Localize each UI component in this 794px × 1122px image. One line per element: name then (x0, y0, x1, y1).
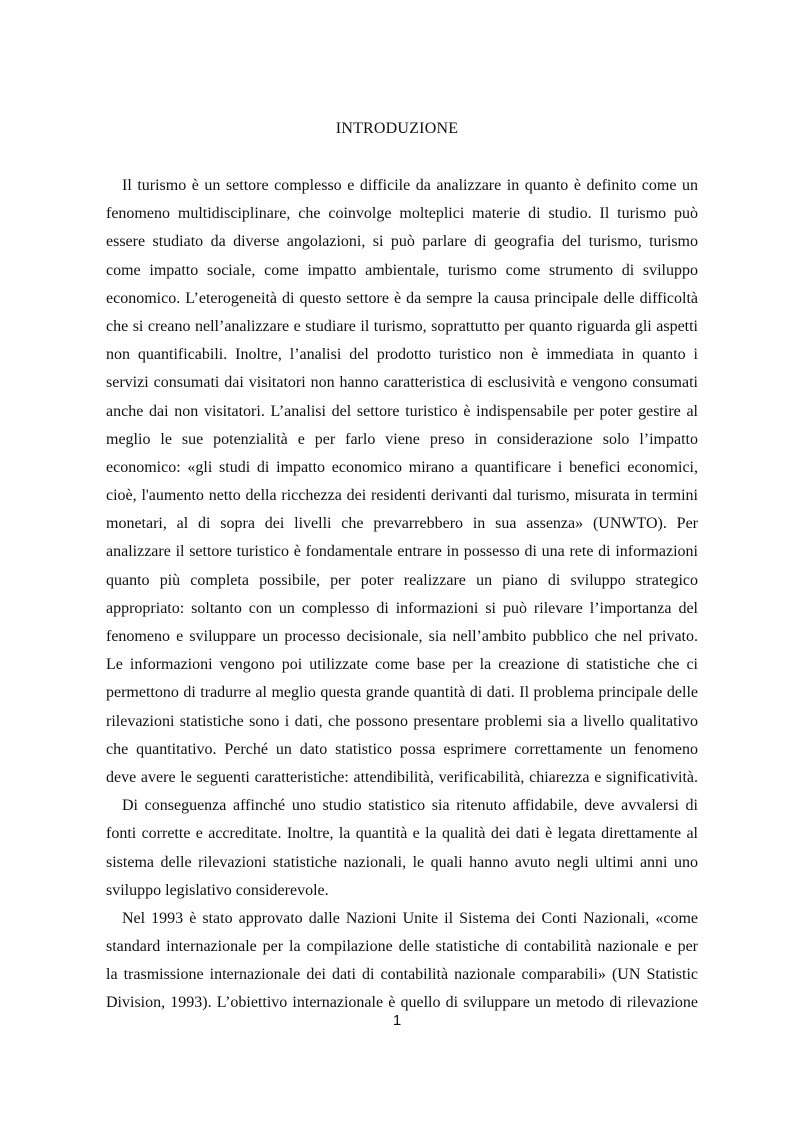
text-line: Il turismo è un settore complesso e difficile da analizzare in quanto è definito come un (122, 177, 698, 194)
text-line: standard internazionale per la compilazione delle statistiche di contabilità nazionale e per (106, 938, 698, 956)
text-line: Nel 1993 è stato approvato dalle Nazioni Unite il Sistema dei Conti Nazionali, «come (122, 909, 698, 927)
text-line: analizzare il settore turistico è fondamentale entrare in possesso di una rete di informazioni (106, 543, 698, 561)
text-line: cioè, l'aumento netto della ricchezza dei residenti derivanti dal turismo, misurata in termini (106, 487, 698, 505)
text-line: fonti corrette e accreditate. Inoltre, la quantità e la qualità dei dati è legata direttamente al (106, 825, 698, 843)
text-line: economico. L’eterogeneità di questo settore è da sempre la causa principale delle difficoltà (106, 289, 698, 307)
page-number: 1 (392, 1012, 402, 1029)
text-line: fenomeno e sviluppare un processo decisionale, sia nell’ambito pubblico che nel privato. (106, 628, 698, 645)
text-line: economico: «gli studi di impatto economico mirano a quantificare i benefici economici, (106, 458, 698, 476)
text-line: monetari, al di sopra dei livelli che prevarrebbero in sua assenza» (UNWTO). Per (106, 515, 698, 533)
text-line: meglio le sue potenzialità e per farlo viene preso in considerazione solo l’impatto (106, 430, 698, 448)
page-title: INTRODUZIONE (335, 120, 459, 137)
body-text (106, 172, 698, 1018)
text-line: quanto più completa possibile, per poter realizzare un piano di sviluppo strategico (106, 571, 698, 589)
text-line: Di conseguenza affinché uno studio statistico sia ritenuto affidabile, deve avvalersi di (122, 797, 698, 815)
text-line: rilevazioni statistiche sono i dati, che possono presentare problemi sia a livello qualitativo (106, 712, 698, 730)
text-line: sistema delle rilevazioni statistiche nazionali, le quali hanno avuto negli ultimi anni uno (106, 853, 698, 871)
text-line: permettono di tradurre al meglio questa grande quantità di dati. Il problema principale delle (106, 684, 698, 702)
text-line: Division, 1993). L’obiettivo internazionale è quello di sviluppare un metodo di rilevazione (106, 994, 698, 1012)
text-line: sviluppo legislativo considerevole. (106, 881, 329, 899)
text-line: che si creano nell’analizzare e studiare il turismo, soprattutto per quanto riguarda gli aspetti (106, 317, 698, 335)
text-line: come impatto sociale, come impatto ambientale, turismo come strumento di sviluppo (106, 261, 698, 279)
text-line: non quantificabili. Inoltre, l’analisi del prodotto turistico non è immediata in quanto i (106, 346, 698, 364)
text-line: anche dai non visitatori. L’analisi del settore turistico è indispensabile per poter gestire al (106, 402, 698, 420)
text-line: Le informazioni vengono poi utilizzate come base per la creazione di statistiche che ci (106, 656, 698, 674)
text-line: appropriato: soltanto con un complesso di informazioni si può rilevare l’importanza del (106, 599, 698, 617)
text-line: che quantitativo. Perché un dato statistico possa esprimere correttamente un fenomeno (106, 740, 698, 758)
text-line: servizi consumati dai visitatori non hanno caratteristica di esclusività e vengono consumati (106, 374, 698, 392)
text-line: fenomeno multidisciplinare, che coinvolge molteplici materie di studio. Il turismo può (106, 205, 698, 223)
text-line: la trasmissione internazionale dei dati di contabilità nazionale comparabili» (UN Statistic (106, 966, 698, 984)
text-line: deve avere le seguenti caratteristiche: attendibilità, verificabilità, chiarezza e significatività. (106, 768, 698, 786)
text-line: essere studiato da diverse angolazioni, si può parlare di geografia del turismo, turismo (106, 233, 698, 251)
